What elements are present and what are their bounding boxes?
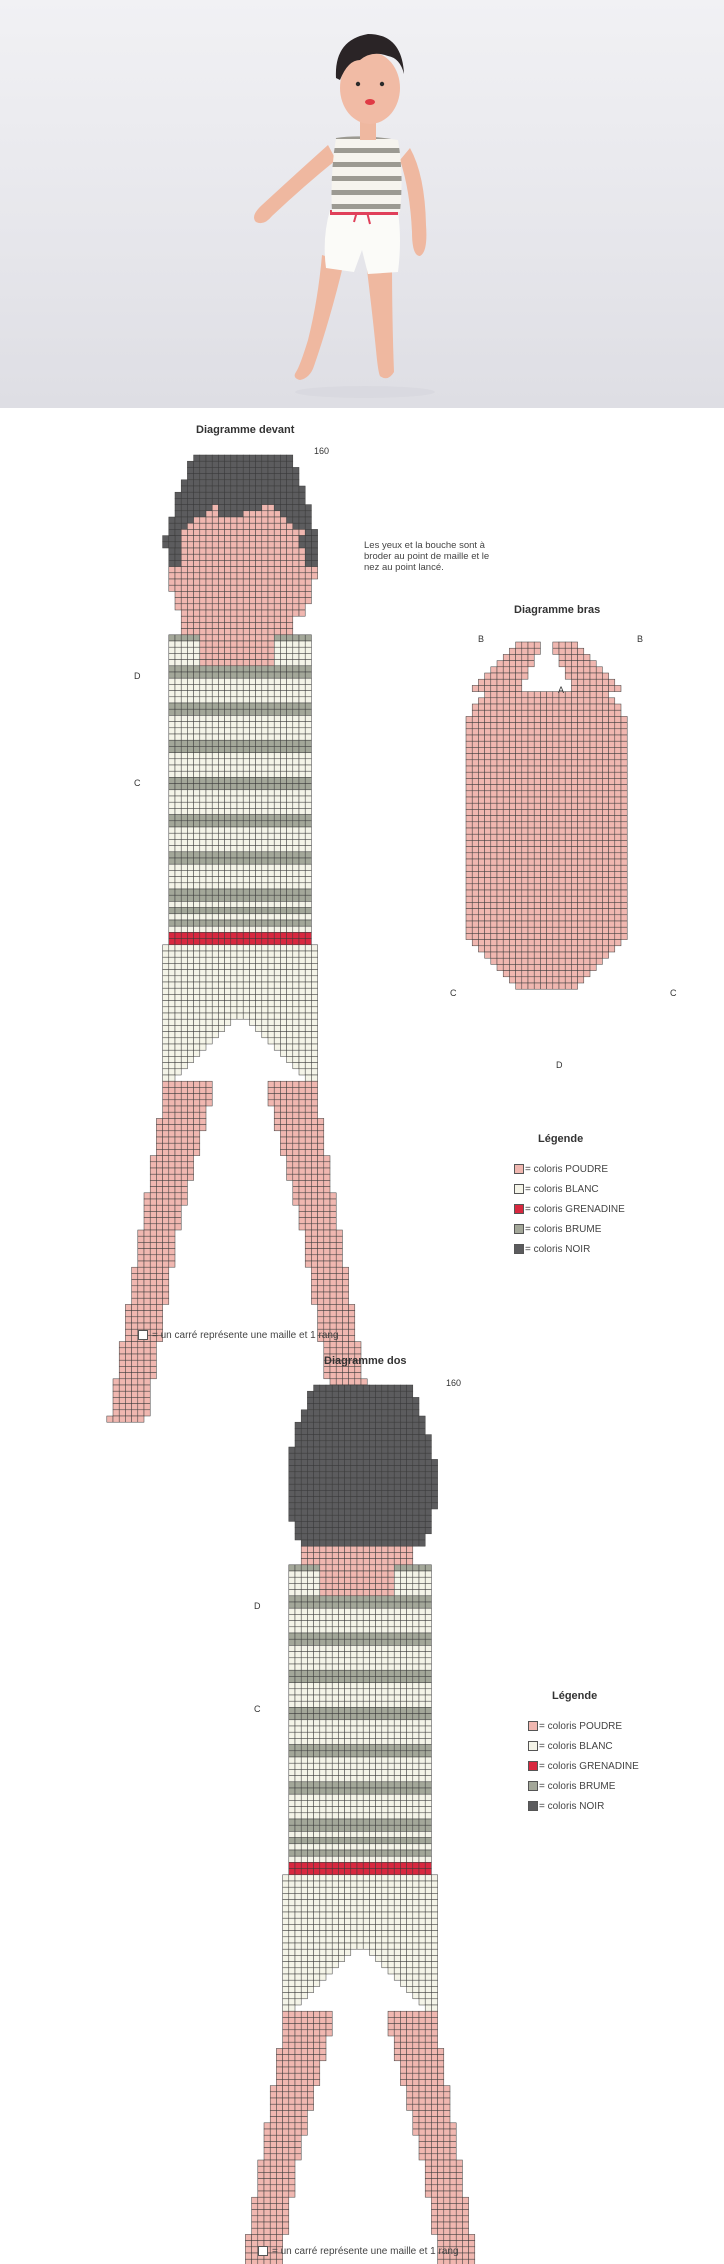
front-label-c: C <box>134 778 141 788</box>
legend-back <box>528 1690 639 1816</box>
legend-label: = coloris POUDRE <box>539 1720 623 1732</box>
legend-label: = coloris GRENADINE <box>539 1760 639 1772</box>
legend-item-noir <box>528 1796 639 1816</box>
legend-label: = coloris NOIR <box>539 1800 605 1812</box>
legend-swatch-blanc <box>528 1741 538 1751</box>
legend-swatch-grenadine <box>528 1761 538 1771</box>
grid-cell-swatch <box>258 2246 268 2256</box>
legend-item-brume <box>528 1776 639 1796</box>
back-footnote <box>258 2246 459 2257</box>
front-embroidery-note: Les yeux et la bouche sont à broder au point de maille et le nez au point lancé. <box>364 540 490 573</box>
legend-swatch-noir <box>528 1801 538 1811</box>
front-top-label: 160 <box>314 446 330 456</box>
legend-swatch-brume <box>528 1781 538 1791</box>
legend-title: Légende <box>538 1133 584 1145</box>
arm-diagram-title: Diagramme bras <box>514 604 601 616</box>
front-footnote-text: = un carré représente une maille et 1 rang <box>152 1330 339 1341</box>
back-label-c: C <box>254 1704 261 1714</box>
back-cells <box>227 1385 494 2264</box>
arm-label-a: A <box>558 685 565 695</box>
legend-label: = coloris BLANC <box>539 1740 613 1752</box>
front-diagram-title: Diagramme devant <box>196 424 295 436</box>
legend-label: = coloris BRUME <box>539 1780 616 1792</box>
legend-item-blanc <box>528 1736 639 1756</box>
arm-label-c-right: C <box>670 988 677 998</box>
back-footnote-text: = un carré représente une maille et 1 rang <box>272 2246 459 2257</box>
legend-items <box>528 1716 639 1816</box>
legend-label: = coloris BLANC <box>525 1183 599 1195</box>
arm-label-d: D <box>556 1060 563 1070</box>
arm-label-b-right: B <box>637 634 644 644</box>
back-label-d: D <box>254 1601 261 1611</box>
arm-label-c-left: C <box>450 988 457 998</box>
legend-label: = coloris GRENADINE <box>525 1203 625 1215</box>
legend-item-poudre <box>528 1716 639 1736</box>
legend-label: = coloris BRUME <box>525 1223 602 1235</box>
legend-item-grenadine <box>528 1756 639 1776</box>
front-label-d: D <box>134 671 141 681</box>
legend-swatch-poudre <box>528 1721 538 1731</box>
legend-label: = coloris POUDRE <box>525 1163 609 1175</box>
legend-title: Légende <box>552 1690 598 1702</box>
back-top-label: 160 <box>446 1378 462 1388</box>
arm-label-b-left: B <box>478 634 485 644</box>
legend-label: = coloris NOIR <box>525 1243 591 1255</box>
back-diagram-title: Diagramme dos <box>324 1355 407 1367</box>
